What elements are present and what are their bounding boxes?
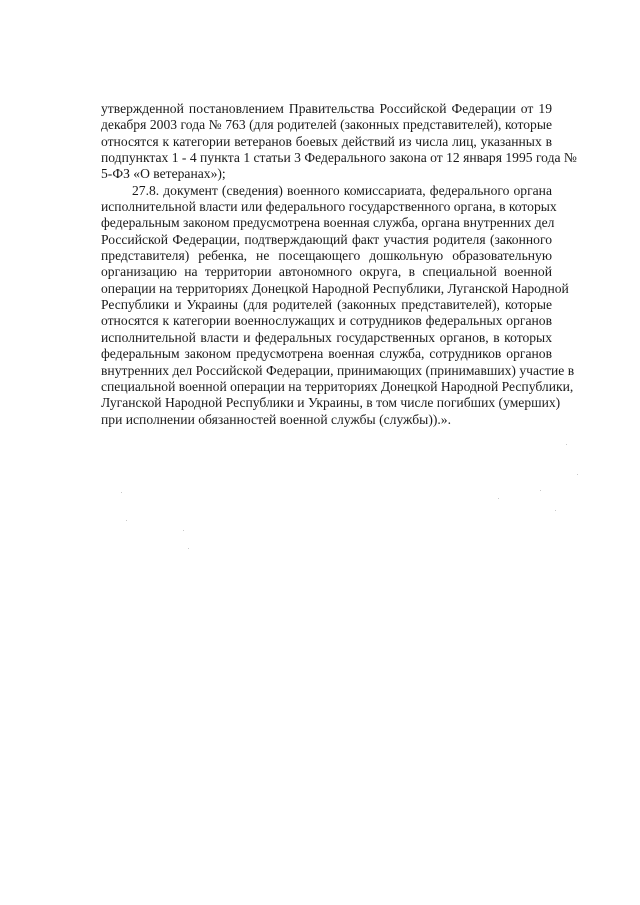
scan-speck bbox=[498, 498, 499, 499]
text-line: подпунктах 1 - 4 пункта 1 статьи 3 Федерального закона от 12 января 1995 года № bbox=[101, 150, 577, 166]
text-line: декабря 2003 года № 763 (для родителей (законных представителей), которые bbox=[101, 117, 552, 133]
text-line: специальной военной операции на территориях Донецкой Народной Республики, bbox=[101, 378, 574, 394]
text-line: 5-ФЗ «О ветеранах»); bbox=[101, 166, 226, 182]
scan-speck bbox=[126, 520, 127, 521]
paragraph-27-8 bbox=[101, 182, 575, 428]
text-line: относятся к категории военнослужащих и сотрудников федеральных органов bbox=[101, 313, 552, 329]
text-line: 27.8. документ (сведения) военного комиссариата, федерального органа bbox=[132, 182, 552, 198]
text-line: внутренних дел Российской Федерации, принимающих (принимавших) участие в bbox=[101, 362, 575, 378]
scan-speck bbox=[540, 490, 541, 491]
text-line: Луганской Народной Республики и Украины, в том числе погибших (умерших) bbox=[101, 395, 561, 411]
text-line: утвержденной постановлением Правительства Российской Федерации от 19 bbox=[101, 101, 552, 116]
paragraph-continuation bbox=[101, 101, 577, 183]
text-line: Республики и Украины (для родителей (законных представителей), которые bbox=[101, 297, 552, 313]
text-line: операции на территориях Донецкой Народной Республики, Луганской Народной bbox=[101, 280, 569, 296]
text-line: федеральным законом предусмотрена военная служба, сотрудников органов bbox=[101, 346, 552, 362]
text-line: федеральным законом предусмотрена военная служба, органа внутренних дел bbox=[101, 215, 555, 231]
scan-speck bbox=[188, 548, 189, 549]
text-line: Российской Федерации, подтверждающий факт участия родителя (законного bbox=[101, 231, 552, 247]
scan-speck bbox=[577, 474, 578, 475]
text-line: организацию на территории автономного округа, в специальной военной bbox=[101, 264, 552, 280]
text-line: относятся к категории ветеранов боевых действий из числа лиц, указанных в bbox=[101, 133, 552, 149]
text-line: исполнительной власти или федерального государственного органа, в которых bbox=[101, 199, 557, 215]
scan-speck bbox=[566, 444, 567, 445]
text-line: исполнительной власти и федеральных государственных органов, в которых bbox=[101, 329, 552, 345]
text-line: при исполнении обязанностей военной службы (службы)).». bbox=[101, 411, 451, 427]
scan-speck bbox=[555, 510, 556, 511]
text-line: представителя) ребенка, не посещающего дошкольную образовательную bbox=[101, 248, 552, 264]
document-text bbox=[101, 101, 577, 428]
scan-speck bbox=[183, 530, 184, 531]
scan-speck bbox=[121, 492, 122, 493]
